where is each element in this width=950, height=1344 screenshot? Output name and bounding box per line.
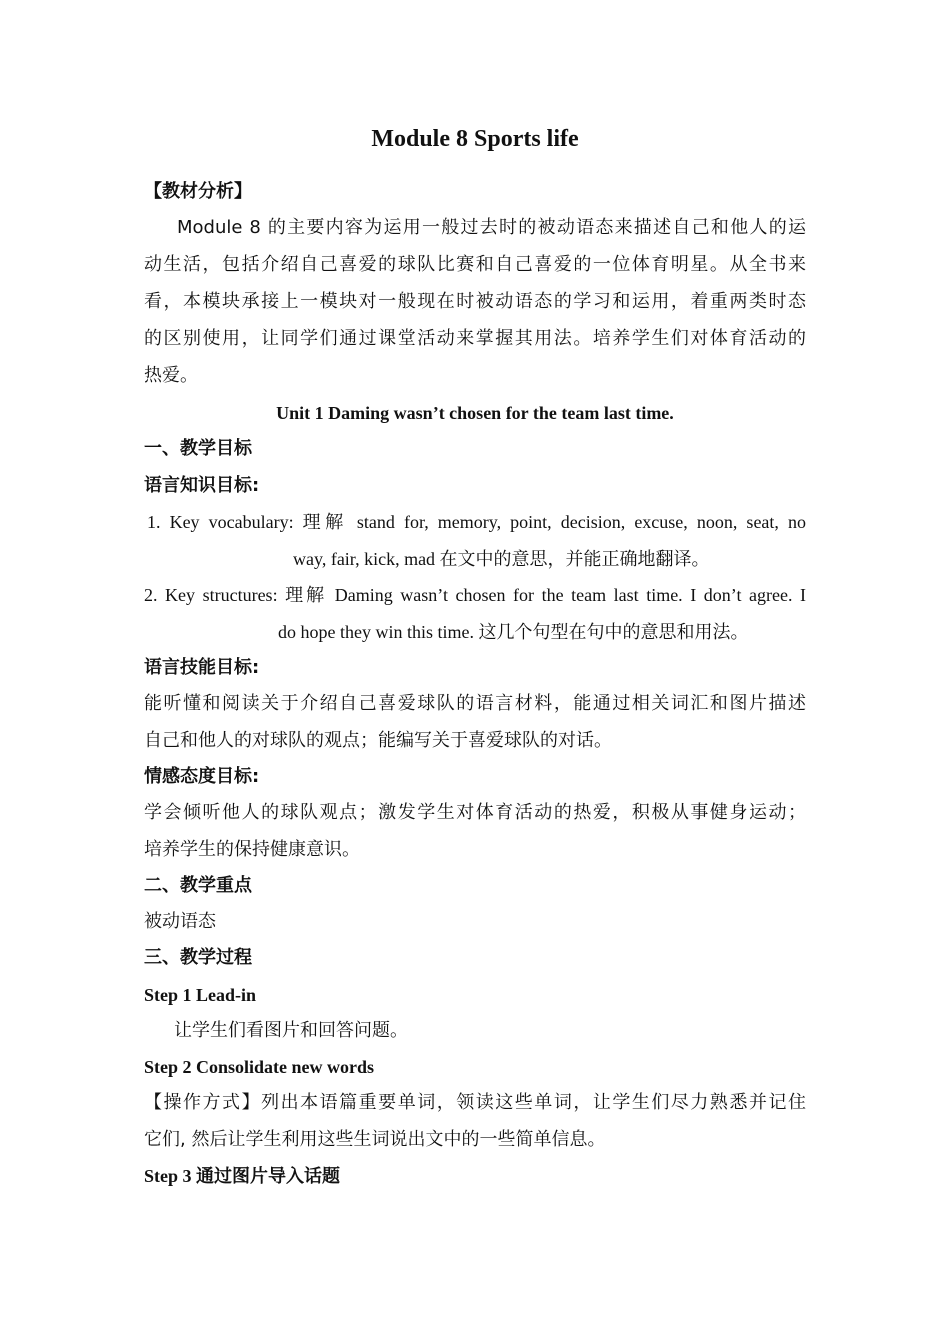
- section-heading-teaching-goals: 一、教学目标: [144, 438, 252, 459]
- paragraph-line: 让学生们看图片和回答问题。: [174, 1020, 408, 1041]
- list-item-continuation: way, fair, kick, mad 在文中的意思，并能正确地翻译。: [293, 549, 710, 569]
- paragraph-line: Module 8 的主要内容为运用一般过去时的被动语态来描述自己和他人的运: [177, 217, 806, 238]
- step-heading: Step 2 Consolidate new words: [144, 1057, 375, 1077]
- paragraph-line: 动生活，包括介绍自己喜爱的球队比赛和自己喜爱的一位体育明星。从全书来: [144, 254, 806, 275]
- list-item-continuation: do hope they win this time. 这几个句型在句中的意思和用法。: [278, 622, 749, 642]
- paragraph-line: 看，本模块承接上一模块对一般现在时被动语态的学习和运用，着重两类时态: [144, 291, 806, 312]
- subheading-language-knowledge: 语言知识目标:: [144, 475, 260, 496]
- paragraph-line: 它们, 然后让学生利用这些生词说出文中的一些简单信息。: [144, 1129, 606, 1150]
- paragraph-line: 【操作方式】列出本语篇重要单词，领读这些单词，让学生们尽力熟悉并记住: [144, 1092, 806, 1113]
- step-heading: Step 1 Lead-in: [144, 985, 257, 1005]
- section-heading-key-points: 二、教学重点: [144, 875, 252, 896]
- section-heading-textbook-analysis: 【教材分析】: [144, 181, 252, 202]
- paragraph-line: 能听懂和阅读关于介绍自己喜爱球队的语言材料，能通过相关词汇和图片描述: [144, 693, 806, 714]
- list-item: 1. Key vocabulary: 理解 stand for, memory, point, decision, excuse, noon, seat, no: [147, 512, 806, 532]
- section-heading-process: 三、教学过程: [144, 947, 252, 968]
- paragraph-line: 被动语态: [144, 911, 216, 932]
- document-title: Module 8 Sports life: [371, 126, 579, 152]
- paragraph-line: 学会倾听他人的球队观点；激发学生对体育活动的热爱，积极从事健身运动；: [144, 802, 806, 823]
- list-item: 2. Key structures: 理解 Daming wasn’t chosen for the team last time. I don’t agree. I: [144, 585, 806, 605]
- paragraph-line: 培养学生的保持健康意识。: [144, 839, 360, 860]
- paragraph-line: 热爱。: [144, 365, 198, 386]
- unit-title: Unit 1 Daming wasn’t chosen for the team last time.: [276, 403, 674, 423]
- subheading-language-skills: 语言技能目标:: [144, 657, 260, 678]
- paragraph-line: 自己和他人的对球队的观点；能编写关于喜爱球队的对话。: [144, 730, 612, 751]
- subheading-attitude: 情感态度目标:: [144, 766, 260, 787]
- paragraph-line: 的区别使用，让同学们通过课堂活动来掌握其用法。培养学生们对体育活动的: [144, 328, 806, 349]
- step-heading: Step 3 通过图片导入话题: [144, 1166, 341, 1186]
